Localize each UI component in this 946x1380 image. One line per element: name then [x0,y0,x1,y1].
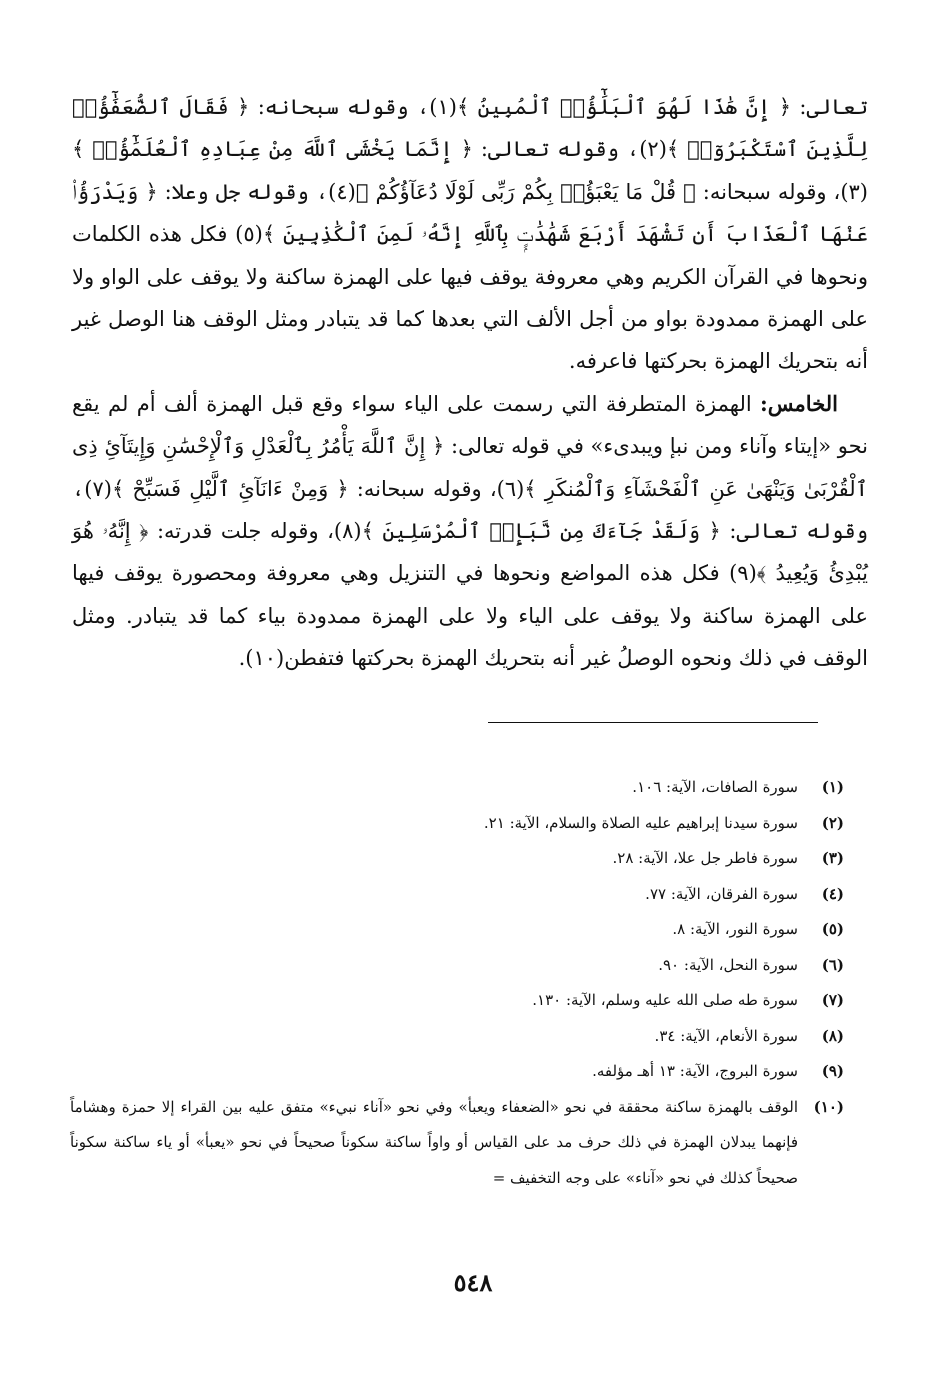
footnote [70,1019,844,1055]
footnote-number: (٢) [821,813,844,832]
footnote [70,983,844,1019]
footnote-text: سورة الأنعام، الآية: ٣٤. [654,1026,798,1045]
footnote [70,841,844,877]
paragraph-2-text: الهمزة المتطرفة التي رسمت على الياء سواء وقع قبل الهمزة ألف أم لم يقع نحو «إيتاء وآناء ومن نبإ ويبدىء» في قوله تعالى: ﴿ إِنَّ ٱللَّهَ يَأْمُرُ بِٱلْعَدْلِ وَٱلْإِحْسَٰنِ وَإِيتَآئِ ذِى ٱلْقُرْبَىٰ وَيَنْهَىٰ عَنِ ٱلْفَحْشَآءِ وَٱلْمُنكَرِ ﴾(٦)، وقوله سبحانه: ﴿ وَمِنْ ءَانَآئِ ٱلَّيْلِ فَسَبِّحْ ﴾(٧)، وقوله تعالى: ﴿ وَلَقَدْ جَآءَكَ مِن نَّبَإِى۟ ٱلْمُرْسَلِينَ ﴾(٨)، وقوله جلت قدرته: ﴿ إِنَّهُۥ هُوَ يُبْدِئُ وَيُعِيدُ ﴾(٩) فكل هذه المواضع ونحوها في التنزيل وهي معروفة ومحصورة يوقف فيها على الهمزة ساكنة ولا يوقف على الياء ولا على الهمزة ممدودة بياء كما قد يتبادر. ومثل الوقف في ذلك ونحوه الوصلُ غير أنه بتحريك الهمزة بحركتها فتفطن(١٠). [72,391,869,671]
footnote-text: سورة طه صلى الله عليه وسلم، الآية: ١٣٠. [532,991,798,1009]
footnote [70,1054,844,1090]
footnote-number: (٩) [821,1062,844,1080]
footnote-text: سورة الفرقان، الآية: ٧٧. [645,884,798,903]
footnote [70,806,844,842]
footnote-number: (٦) [821,955,844,974]
footnote [70,912,844,948]
footnote-text: سورة النور، الآية: ٨. [672,920,798,938]
footnote-text: سورة البروج، الآية: ١٣ أهـ مؤلفه. [592,1062,798,1080]
footnote [70,948,844,984]
footnote-text: سورة فاطر جل علا، الآية: ٢٨. [612,849,798,867]
footnote-text: سورة سيدنا إبراهيم عليه الصلاة والسلام، الآية: ٢١. [483,813,798,832]
footnote-number: (٧) [821,991,844,1009]
footnote [70,770,844,806]
footnote-number: (٥) [821,920,844,938]
section-label: الخامس: [760,390,838,416]
paragraph-2 [72,383,868,680]
footnotes [70,770,844,1196]
main-text [72,86,868,680]
page-number: ٥٤٨ [453,1268,493,1297]
footnote-text: سورة النحل، الآية: ٩٠. [658,955,798,974]
footnote-number: (١٠) [813,1097,844,1116]
footnote-number: (١) [821,778,844,796]
footnote-number: (٨) [821,1026,844,1045]
paragraph-1: تعالى: ﴿ إِنَّ هَٰذَا لَهُوَ ٱلْبَلَٰٓؤُا۟ ٱلْمُبِينُ ﴾(١)، وقوله سبحانه: ﴿ فَقَالَ ٱلضُّعَفَٰٓؤُا۟ لِلَّذِينَ ٱسْتَكْبَرُوٓا۟ ﴾(٢)، وقوله تعالى: ﴿ إِنَّمَا يَخْشَى ٱللَّهَ مِنْ عِبَادِهِ ٱلْعُلَمَٰٓؤُا۟ ﴾(٣)، وقوله سبحانه: ﴿ قُلْ مَا يَعْبَؤُا۟ بِكُمْ رَبِّى لَوْلَا دُعَآؤُكُمْ ﴾(٤)، وقوله جل وعلا: ﴿ وَيَدْرَؤُا۟ عَنْهَا ٱلْعَذَابَ أَن تَشْهَدَ أَرْبَعَ شَهَٰدَٰتٍۭ بِٱللَّهِ إِنَّهُۥ لَمِنَ ٱلْكَٰذِبِينَ ﴾(٥) فكل هذه الكلمات ونحوها في القرآن الكريم وهي معروفة يوقف فيها على الهمزة ساكنة ولا يوقف على الواو ولا على الهمزة ممدودة بواو من أجل الألف التي بعدها كما قد يتبادر ومثل الوقف هنا الوصل غير أنه بتحريك الهمزة بحركتها فاعرفه. [72,95,869,374]
footnote-number: (٤) [821,884,844,903]
footnote-number: (٣) [821,849,844,867]
footnote-text: سورة الصافات، الآية: ١٠٦. [632,778,798,796]
footnote [70,877,844,913]
footnote-divider [488,722,818,723]
footnote [70,1090,844,1197]
footnote-text: الوقف بالهمزة ساكنة محققة في نحو «الضعفاء ويعبأ» وفي نحو «آناء نبيء» متفق عليه بين القراء إلا حمزة وهشاماً فإنهما يبدلان الهمزة في ذلك حرف مد على القياس أو واواً ساكنة سكوناً صحيحاً في نحو «يعبأ» أو ياء ساكنة سكوناً صحيحاً كذلك في نحو «آناء» على وجه التخفيف = [70,1097,798,1187]
